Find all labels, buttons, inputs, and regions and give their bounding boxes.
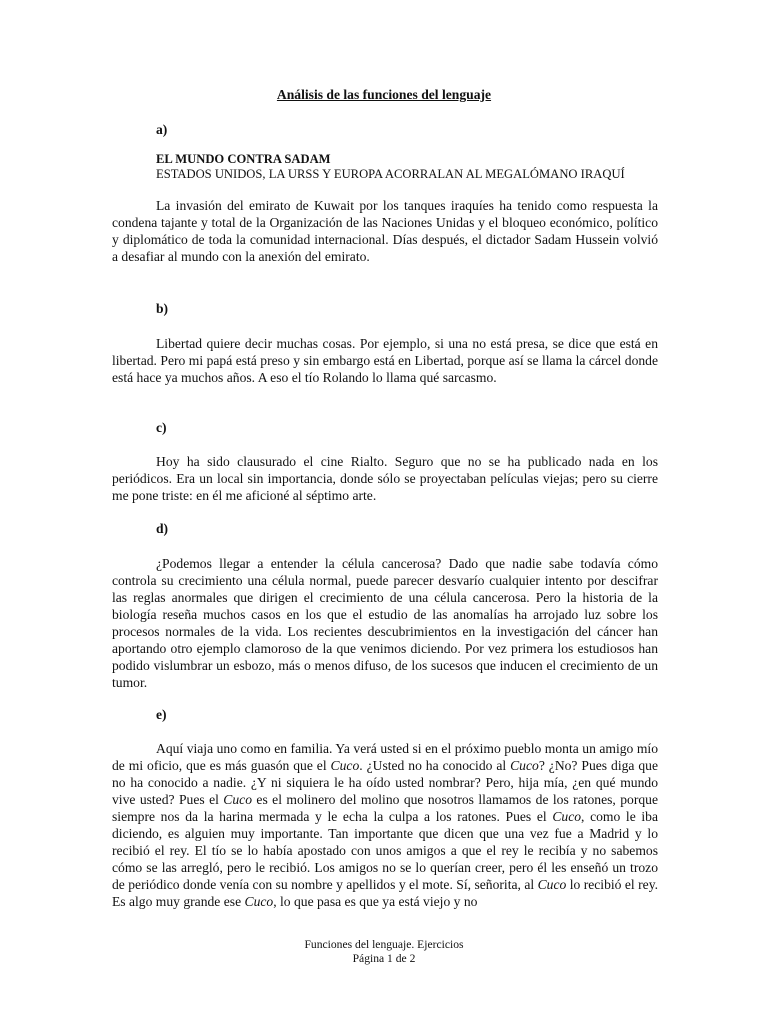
headline-subtitle: ESTADOS UNIDOS, LA URSS Y EUROPA ACORRALAN AL MEGALÓMANO IRAQUÍ: [156, 166, 625, 181]
section-label-d: d): [156, 521, 169, 536]
text-run: , lo que pasa es que ya está viejo y no: [273, 894, 478, 909]
paragraph-b: Libertad quiere decir muchas cosas. Por ejemplo, si una no está presa, se dice que está en libertad. Pero mi papá está preso y sin embargo está en Libertad, porque así se llama la cárcel donde está hace ya muchos años. A eso el tío Rolando lo llama qué sarcasmo.: [112, 336, 658, 385]
italic-name-cuco: Cuco: [552, 809, 582, 824]
italic-name-cuco: Cuco: [510, 758, 539, 773]
footer-page-number: Página 1 de 2: [352, 952, 416, 965]
text-run: ? ¿No? Pues diga que no ha conocido a nadie. ¿Y ni siquiera le ha oído usted nombrar? Pero, hija mía, ¿en qué mundo vive usted? Pues el: [112, 758, 658, 807]
paragraph-c: Hoy ha sido clausurado el cine Rialto. Seguro que no se ha publicado nada en los periódicos. Era un local sin importancia, donde sólo se proyectaban películas viejas; pero su cierre me pone triste: en él me aficioné al séptimo arte.: [112, 454, 658, 503]
italic-name-cuco: Cuco: [244, 894, 274, 909]
italic-name-cuco: Cuco: [223, 792, 252, 807]
text-run: , como le iba diciendo, es alguien muy importante. Tan importante que dicen que una vez fue a Madrid y lo recibió el rey. El tío se lo había apostado con unos amigos a que el rey le recibía y no sabemos cómo se las arregló, pero le recibió. Los amigos no se lo querían creer, pero él les enseñó un trozo de periódico donde venía con su nombre y apellidos y el mote. Sí, señorita, al: [112, 809, 659, 892]
section-label-b: b): [156, 301, 169, 316]
paragraph-d: ¿Podemos llegar a entender la célula cancerosa? Dado que nadie sabe todavía cómo controla su crecimiento una célula normal, puede parecer desvarío cualquier intento por descifrar las reglas anormales que dirigen el crecimiento de una célula cancerosa. Pero la historia de la biología reseña muchos casos en los que el estudio de las anomalías ha arrojado luz sobre los procesos normales de la vida. Los recientes descubrimientos en la investigación del cáncer han aportando otro ejemplo clamoroso de la que venimos diciendo. Por vez primera los estudiosos han podido vislumbrar un esbozo, más o menos difuso, de los sucesos que inducen el crecimiento de un tumor.: [112, 556, 658, 690]
italic-name-cuco: Cuco: [330, 758, 360, 773]
italic-name-cuco: Cuco: [537, 877, 567, 892]
text-run: . ¿Usted no ha conocido al: [359, 758, 511, 773]
text-run: es el molinero del molino que nosotros llamamos de los ratones, porque siempre nos da la harina mermada y le echa la culpa a los ratones. Pues el: [112, 792, 658, 824]
section-label-c: c): [156, 420, 167, 435]
paragraph-e: [112, 740, 658, 910]
footer-title: Funciones del lenguaje. Ejercicios: [304, 938, 464, 951]
text-run: Aquí viaja uno como en familia. Ya verá usted si en el próximo pueblo monta un amigo mío de mi oficio, que es más guasón que el: [112, 741, 658, 773]
paragraph-a: La invasión del emirato de Kuwait por los tanques iraquíes ha tenido como respuesta la condena tajante y total de la Organización de las Naciones Unidas y el bloqueo económico, político y diplomático de toda la comunidad internacional. Días después, el dictador Sadam Hussein volvió a desafiar al mundo con la anexión del emirato.: [112, 198, 658, 264]
section-label-a: a): [156, 122, 168, 137]
page-footer: [0, 938, 768, 966]
page-title: Análisis de las funciones del lenguaje: [276, 87, 492, 102]
text-run: lo recibió el rey. Es algo muy grande ese: [112, 877, 659, 909]
headline-main: EL MUNDO CONTRA SADAM: [156, 152, 331, 166]
news-headline: [156, 152, 666, 181]
section-label-e: e): [156, 707, 167, 722]
